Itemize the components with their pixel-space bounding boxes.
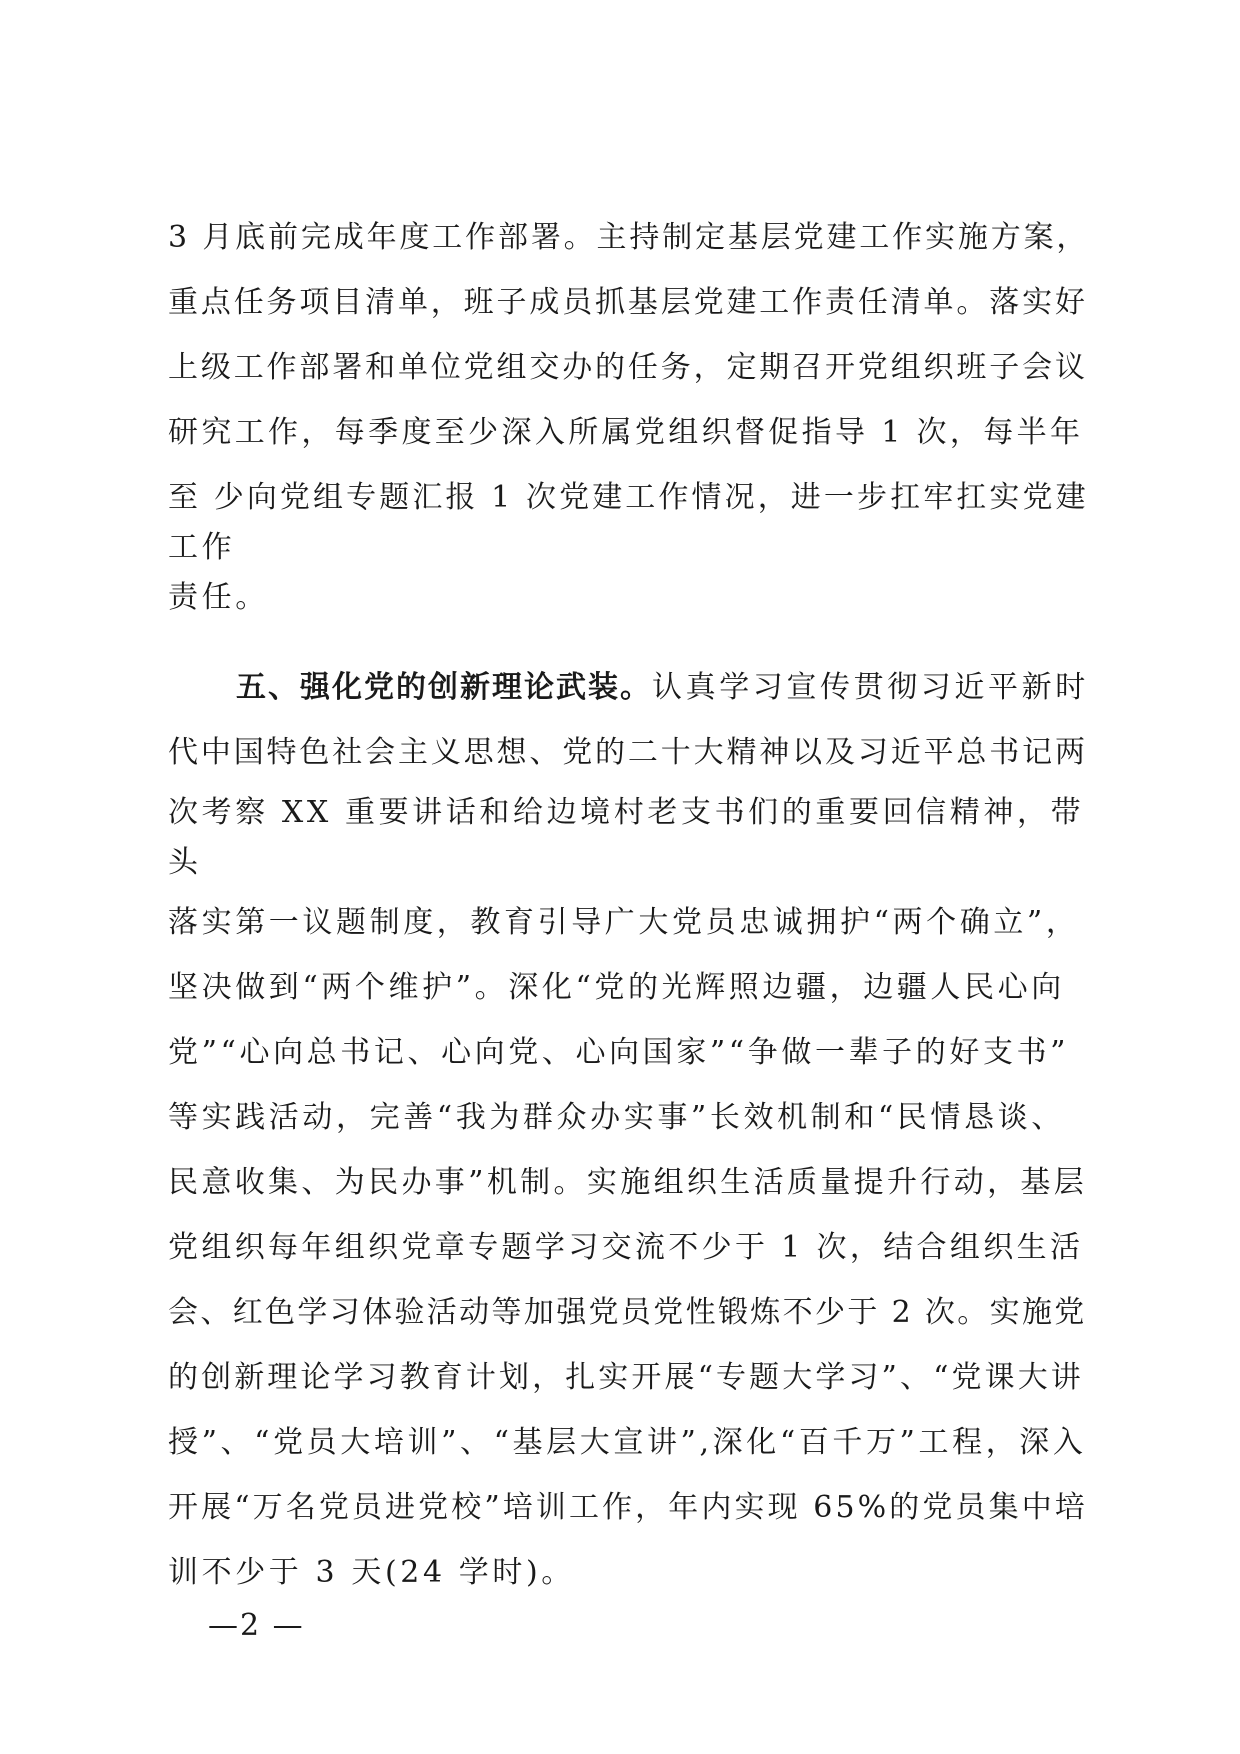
text-line: 次考察 XX 重要讲话和给边境村老支书们的重要回信精神，带 xyxy=(168,795,1085,830)
text-line: 头 xyxy=(168,845,202,880)
text-line: 会、红色学习体验活动等加强党员党性锻炼不少于 2 次。实施党 xyxy=(168,1295,1087,1330)
text-line: 民意收集、为民办事”机制。实施组织生活质量提升行动，基层 xyxy=(168,1165,1088,1200)
text-line: 授”、“党员大培训”、“基层大宣讲”,深化“百千万”工程，深入 xyxy=(168,1425,1087,1460)
page-number: —2 — xyxy=(208,1608,305,1643)
section-heading: 五、强化党的创新理论武装。 xyxy=(236,670,652,705)
text-line: 坚决做到“两个维护”。深化“党的光辉照边疆，边疆人民心向 xyxy=(168,970,1065,1005)
text-line: 的创新理论学习教育计划，扎实开展“专题大学习”、“党课大讲 xyxy=(168,1360,1084,1395)
text-line: 至 少向党组专题汇报 1 次党建工作情况，进一步扛牢扛实党建 xyxy=(168,480,1089,515)
text-line: 责任。 xyxy=(168,580,269,615)
text-line: 落实第一议题制度，教育引导广大党员忠诚拥护“两个确立”， xyxy=(168,905,1080,940)
text-line: 上级工作部署和单位党组交办的任务，定期召开党组织班子会议 xyxy=(168,350,1088,385)
text-line: 开展“万名党员进党校”培训工作，年内实现 65%的党员集中培 xyxy=(168,1490,1088,1525)
text-line: 训不少于 3 天(24 学时)。 xyxy=(168,1555,575,1590)
text-line: 等实践活动，完善“我为群众办实事”长效机制和“民情恳谈、 xyxy=(168,1100,1065,1135)
text-line: 重点任务项目清单，班子成员抓基层党建工作责任清单。落实好 xyxy=(168,285,1088,320)
text-line: 党”“心向总书记、心向党、心向国家”“争做一辈子的好支书” xyxy=(168,1035,1070,1070)
text-line: 工作 xyxy=(168,530,236,565)
text-line: 3 月底前完成年度工作部署。主持制定基层党建工作实施方案， xyxy=(168,220,1090,255)
text-line: 研究工作，每季度至少深入所属党组织督促指导 1 次，每半年 xyxy=(168,415,1084,450)
text-line xyxy=(236,668,1089,708)
heading-continuation: 认真学习宣传贯彻习近平新时 xyxy=(652,670,1089,705)
text-line: 党组织每年组织党章专题学习交流不少于 1 次，结合组织生活 xyxy=(168,1230,1084,1265)
text-line: 代中国特色社会主义思想、党的二十大精神以及习近平总书记两 xyxy=(168,735,1088,770)
